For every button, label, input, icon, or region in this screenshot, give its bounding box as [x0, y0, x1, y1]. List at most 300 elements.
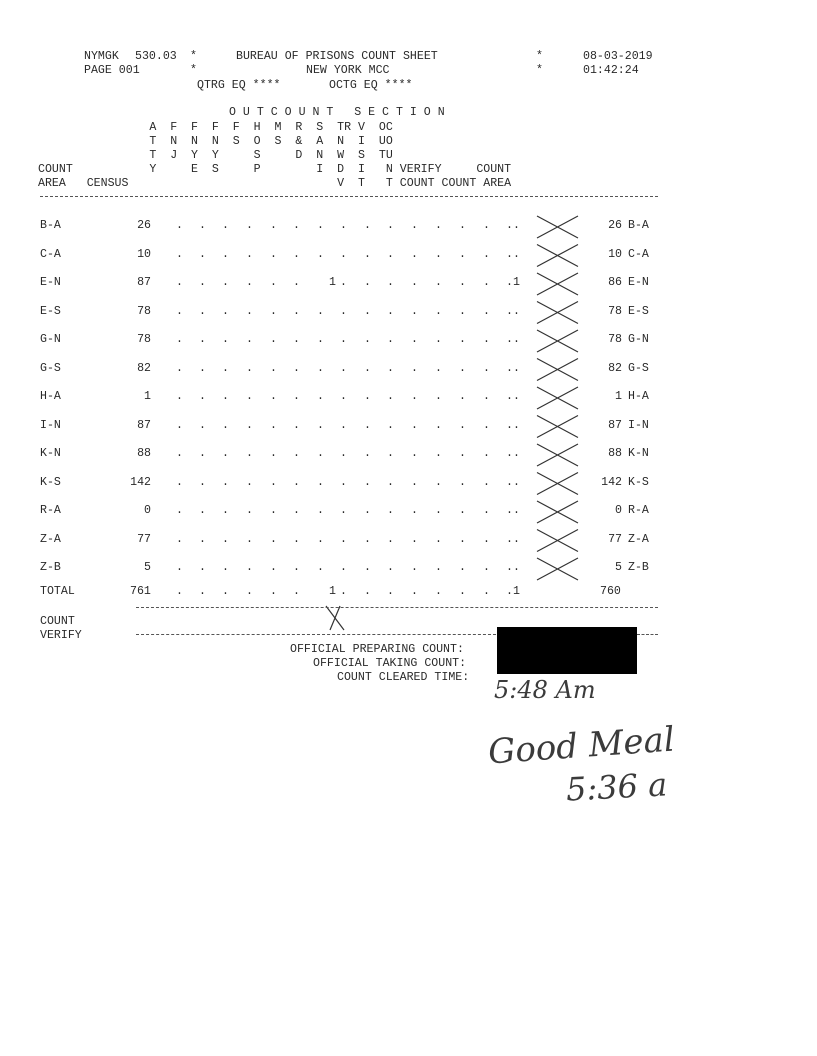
empty-cell-dot: . — [459, 504, 466, 517]
empty-cell-dot: . — [506, 390, 513, 403]
qtrg-equation: QTRG EQ **** — [197, 79, 281, 92]
empty-cell-dot: . — [293, 533, 300, 546]
empty-cell-dot: . — [387, 390, 394, 403]
empty-cell-dot: . — [246, 476, 253, 489]
verify-x-mark — [537, 444, 578, 466]
empty-cell-dot: . — [199, 533, 206, 546]
empty-cell-dot: . — [270, 561, 277, 574]
row-oc: . — [513, 248, 520, 261]
empty-cell-dot: . — [387, 447, 394, 460]
empty-cell-dot: . — [340, 305, 347, 318]
empty-cell-dot: . — [317, 419, 324, 432]
empty-cell-dot: . — [483, 390, 490, 403]
empty-cell-dot: . — [270, 419, 277, 432]
empty-cell-dot: . — [222, 362, 229, 375]
empty-cell-dot: . — [483, 333, 490, 346]
verify-x-mark — [537, 216, 578, 238]
empty-cell-dot: . — [411, 276, 418, 289]
row-oc: . — [513, 305, 520, 318]
empty-cell-dot: . — [506, 219, 513, 232]
row-area: E-S — [40, 305, 61, 318]
empty-cell-dot: . — [459, 362, 466, 375]
verify-x-mark — [537, 245, 578, 267]
empty-cell-dot: . — [435, 476, 442, 489]
empty-cell-dot: . — [435, 447, 442, 460]
row-census: 87 — [137, 276, 151, 289]
official-preparing-label: OFFICIAL PREPARING COUNT: — [290, 643, 464, 656]
empty-cell-dot: . — [317, 362, 324, 375]
empty-cell-dot: . — [270, 362, 277, 375]
empty-cell-dot: . — [176, 419, 183, 432]
header-star: * — [190, 64, 197, 77]
row-oc: . — [513, 390, 520, 403]
empty-cell-dot: . — [340, 219, 347, 232]
octg-equation: OCTG EQ **** — [329, 79, 413, 92]
handwritten-cleared-time: 5:48 Am — [494, 676, 596, 704]
empty-cell-dot: . — [387, 248, 394, 261]
empty-cell-dot: . — [387, 305, 394, 318]
row-area: K-N — [40, 447, 61, 460]
empty-cell-dot: . — [364, 219, 371, 232]
empty-cell-dot: . — [411, 561, 418, 574]
empty-cell-dot: . — [364, 476, 371, 489]
empty-cell-dot: . — [293, 561, 300, 574]
empty-cell-dot: . — [411, 248, 418, 261]
empty-cell-dot: . — [340, 362, 347, 375]
empty-cell-dot: . — [459, 561, 466, 574]
row-count: 86 — [608, 276, 622, 289]
empty-cell-dot: . — [293, 248, 300, 261]
handwritten-note-time: 5:36 a — [565, 765, 669, 809]
row-count-area: I-N — [628, 419, 649, 432]
empty-cell-dot: . — [435, 561, 442, 574]
row-oc: . — [513, 219, 520, 232]
empty-cell-dot: . — [293, 476, 300, 489]
row-census: 142 — [130, 476, 151, 489]
empty-cell-dot: . — [222, 305, 229, 318]
row-count: 77 — [608, 533, 622, 546]
row-count: 78 — [608, 333, 622, 346]
verify-x-mark — [537, 416, 578, 438]
facility-name: NEW YORK MCC — [306, 64, 390, 77]
empty-cell-dot: . — [293, 219, 300, 232]
empty-cell-dot: . — [246, 419, 253, 432]
empty-cell-dot: . — [246, 276, 253, 289]
empty-cell-dot: . — [506, 419, 513, 432]
row-count: 87 — [608, 419, 622, 432]
empty-cell-dot: . — [222, 419, 229, 432]
empty-cell-dot: . — [317, 476, 324, 489]
row-count-area: K-S — [628, 476, 649, 489]
empty-cell-dot: . — [222, 476, 229, 489]
empty-cell-dot: . — [199, 362, 206, 375]
empty-cell-dot: . — [270, 533, 277, 546]
empty-cell-dot: . — [176, 476, 183, 489]
empty-cell-dot: . — [364, 585, 371, 598]
empty-cell-dot: . — [483, 561, 490, 574]
empty-cell-dot: . — [364, 533, 371, 546]
empty-cell-dot: . — [199, 419, 206, 432]
empty-cell-dot: . — [293, 447, 300, 460]
empty-cell-dot: . — [222, 390, 229, 403]
total-oc: 1 — [513, 585, 520, 598]
column-header-line: COUNT Y E S P I D I N VERIFY COUNT — [38, 163, 512, 176]
empty-cell-dot: . — [270, 476, 277, 489]
row-count: 0 — [615, 504, 622, 517]
empty-cell-dot: . — [176, 390, 183, 403]
empty-cell-dot: . — [317, 248, 324, 261]
empty-cell-dot: . — [506, 362, 513, 375]
count-cleared-label: COUNT CLEARED TIME: — [337, 671, 470, 684]
row-oc: . — [513, 447, 520, 460]
row-count: 1 — [615, 390, 622, 403]
row-area: E-N — [40, 276, 61, 289]
empty-cell-dot: . — [293, 305, 300, 318]
empty-cell-dot: . — [411, 504, 418, 517]
empty-cell-dot: . — [293, 276, 300, 289]
total-hosp: 1 — [329, 585, 336, 598]
empty-cell-dot: . — [459, 276, 466, 289]
empty-cell-dot: . — [176, 447, 183, 460]
verify-x-mark — [537, 302, 578, 324]
total-count: 760 — [600, 585, 621, 598]
row-area: B-A — [40, 219, 61, 232]
empty-cell-dot: . — [435, 333, 442, 346]
empty-cell-dot: . — [506, 504, 513, 517]
empty-cell-dot: . — [459, 248, 466, 261]
empty-cell-dot: . — [176, 276, 183, 289]
empty-cell-dot: . — [340, 476, 347, 489]
redaction-box — [497, 627, 637, 674]
empty-cell-dot: . — [340, 248, 347, 261]
empty-cell-dot: . — [435, 390, 442, 403]
row-hosp-count: 1 — [329, 276, 336, 289]
verify-line-end — [637, 634, 658, 635]
empty-cell-dot: . — [506, 533, 513, 546]
empty-cell-dot: . — [506, 276, 513, 289]
row-census: 88 — [137, 447, 151, 460]
empty-cell-dot: . — [435, 419, 442, 432]
row-area: G-N — [40, 333, 61, 346]
empty-cell-dot: . — [222, 447, 229, 460]
row-count: 82 — [608, 362, 622, 375]
row-oc: 1 — [513, 276, 520, 289]
empty-cell-dot: . — [435, 305, 442, 318]
empty-cell-dot: . — [317, 447, 324, 460]
row-census: 1 — [144, 390, 151, 403]
empty-cell-dot: . — [483, 585, 490, 598]
row-count-area: E-S — [628, 305, 649, 318]
empty-cell-dot: . — [435, 504, 442, 517]
empty-cell-dot: . — [483, 276, 490, 289]
empty-cell-dot: . — [317, 305, 324, 318]
empty-cell-dot: . — [340, 533, 347, 546]
official-taking-label: OFFICIAL TAKING COUNT: — [313, 657, 467, 670]
outcount-section-title: O U T C O U N T S E C T I O N — [229, 106, 445, 119]
empty-cell-dot: . — [483, 219, 490, 232]
row-census: 77 — [137, 533, 151, 546]
verify-x-mark — [537, 473, 578, 495]
empty-cell-dot: . — [246, 390, 253, 403]
empty-cell-dot: . — [411, 333, 418, 346]
report-time: 01:42:24 — [583, 64, 639, 77]
report-title: BUREAU OF PRISONS COUNT SHEET — [236, 50, 438, 63]
empty-cell-dot: . — [246, 504, 253, 517]
total-divider — [136, 607, 658, 608]
row-count: 88 — [608, 447, 622, 460]
empty-cell-dot: . — [176, 362, 183, 375]
row-oc: . — [513, 419, 520, 432]
empty-cell-dot: . — [317, 561, 324, 574]
empty-cell-dot: . — [176, 561, 183, 574]
empty-cell-dot: . — [246, 219, 253, 232]
empty-cell-dot: . — [506, 333, 513, 346]
verify-x-mark — [537, 387, 578, 409]
total-label: TOTAL — [40, 585, 75, 598]
empty-cell-dot: . — [483, 305, 490, 318]
empty-cell-dot: . — [506, 447, 513, 460]
empty-cell-dot: . — [435, 533, 442, 546]
row-oc: . — [513, 504, 520, 517]
row-oc: . — [513, 362, 520, 375]
empty-cell-dot: . — [199, 305, 206, 318]
empty-cell-dot: . — [176, 533, 183, 546]
verify-line — [136, 634, 496, 635]
verify-x-mark — [537, 330, 578, 352]
empty-cell-dot: . — [176, 219, 183, 232]
empty-cell-dot: . — [506, 585, 513, 598]
empty-cell-dot: . — [293, 362, 300, 375]
empty-cell-dot: . — [364, 276, 371, 289]
empty-cell-dot: . — [387, 419, 394, 432]
empty-cell-dot: . — [506, 305, 513, 318]
empty-cell-dot: . — [246, 248, 253, 261]
empty-cell-dot: . — [364, 305, 371, 318]
empty-cell-dot: . — [364, 390, 371, 403]
empty-cell-dot: . — [411, 305, 418, 318]
report-code: 530.03 — [135, 50, 177, 63]
empty-cell-dot: . — [340, 333, 347, 346]
empty-cell-dot: . — [199, 390, 206, 403]
empty-cell-dot: . — [176, 248, 183, 261]
empty-cell-dot: . — [483, 476, 490, 489]
empty-cell-dot: . — [199, 585, 206, 598]
empty-cell-dot: . — [176, 333, 183, 346]
empty-cell-dot: . — [340, 390, 347, 403]
empty-cell-dot: . — [411, 219, 418, 232]
empty-cell-dot: . — [270, 248, 277, 261]
row-count: 142 — [601, 476, 622, 489]
empty-cell-dot: . — [317, 219, 324, 232]
empty-cell-dot: . — [199, 447, 206, 460]
empty-cell-dot: . — [459, 419, 466, 432]
empty-cell-dot: . — [317, 533, 324, 546]
empty-cell-dot: . — [246, 333, 253, 346]
empty-cell-dot: . — [506, 476, 513, 489]
row-area: I-N — [40, 419, 61, 432]
row-count-area: G-N — [628, 333, 649, 346]
row-count: 10 — [608, 248, 622, 261]
empty-cell-dot: . — [411, 447, 418, 460]
row-count-area: B-A — [628, 219, 649, 232]
total-census: 761 — [130, 585, 151, 598]
empty-cell-dot: . — [246, 585, 253, 598]
empty-cell-dot: . — [364, 504, 371, 517]
empty-cell-dot: . — [435, 276, 442, 289]
verify-x-mark — [537, 359, 578, 381]
row-area: H-A — [40, 390, 61, 403]
empty-cell-dot: . — [483, 504, 490, 517]
row-count-area: H-A — [628, 390, 649, 403]
empty-cell-dot: . — [176, 504, 183, 517]
row-count-area: R-A — [628, 504, 649, 517]
header-star: * — [190, 50, 197, 63]
empty-cell-dot: . — [387, 585, 394, 598]
empty-cell-dot: . — [199, 476, 206, 489]
row-oc: . — [513, 561, 520, 574]
row-census: 0 — [144, 504, 151, 517]
row-oc: . — [513, 333, 520, 346]
empty-cell-dot: . — [270, 305, 277, 318]
empty-cell-dot: . — [387, 504, 394, 517]
empty-cell-dot: . — [246, 561, 253, 574]
empty-cell-dot: . — [364, 561, 371, 574]
empty-cell-dot: . — [246, 362, 253, 375]
empty-cell-dot: . — [222, 219, 229, 232]
empty-cell-dot: . — [506, 248, 513, 261]
empty-cell-dot: . — [506, 561, 513, 574]
row-count: 5 — [615, 561, 622, 574]
row-census: 26 — [137, 219, 151, 232]
empty-cell-dot: . — [387, 476, 394, 489]
row-area: C-A — [40, 248, 61, 261]
page-number: PAGE 001 — [84, 64, 140, 77]
empty-cell-dot: . — [459, 390, 466, 403]
empty-cell-dot: . — [293, 419, 300, 432]
empty-cell-dot: . — [246, 533, 253, 546]
empty-cell-dot: . — [435, 248, 442, 261]
empty-cell-dot: . — [459, 305, 466, 318]
empty-cell-dot: . — [293, 504, 300, 517]
empty-cell-dot: . — [176, 585, 183, 598]
verify-label: VERIFY — [40, 629, 82, 642]
empty-cell-dot: . — [270, 585, 277, 598]
verify-x-mark — [537, 530, 578, 552]
row-count-area: E-N — [628, 276, 649, 289]
empty-cell-dot: . — [293, 333, 300, 346]
empty-cell-dot: . — [364, 419, 371, 432]
empty-cell-dot: . — [222, 504, 229, 517]
empty-cell-dot: . — [340, 585, 347, 598]
empty-cell-dot: . — [411, 585, 418, 598]
row-area: R-A — [40, 504, 61, 517]
empty-cell-dot: . — [459, 447, 466, 460]
empty-cell-dot: . — [483, 362, 490, 375]
column-header-line: A F F F F H M R S TR V OC — [38, 121, 393, 134]
empty-cell-dot: . — [411, 419, 418, 432]
empty-cell-dot: . — [199, 504, 206, 517]
count-verify-x-mark — [326, 606, 344, 630]
empty-cell-dot: . — [270, 390, 277, 403]
empty-cell-dot: . — [364, 248, 371, 261]
empty-cell-dot: . — [387, 276, 394, 289]
empty-cell-dot: . — [340, 419, 347, 432]
row-count-area: K-N — [628, 447, 649, 460]
empty-cell-dot: . — [483, 533, 490, 546]
row-area: K-S — [40, 476, 61, 489]
empty-cell-dot: . — [387, 333, 394, 346]
row-census: 78 — [137, 305, 151, 318]
empty-cell-dot: . — [459, 219, 466, 232]
empty-cell-dot: . — [340, 276, 347, 289]
empty-cell-dot: . — [222, 585, 229, 598]
empty-cell-dot: . — [435, 219, 442, 232]
empty-cell-dot: . — [293, 585, 300, 598]
empty-cell-dot: . — [270, 276, 277, 289]
verify-x-mark — [537, 501, 578, 523]
empty-cell-dot: . — [387, 561, 394, 574]
empty-cell-dot: . — [387, 362, 394, 375]
row-count: 26 — [608, 219, 622, 232]
verify-x-mark — [537, 558, 578, 580]
empty-cell-dot: . — [364, 333, 371, 346]
empty-cell-dot: . — [340, 561, 347, 574]
row-census: 78 — [137, 333, 151, 346]
row-area: Z-A — [40, 533, 61, 546]
empty-cell-dot: . — [411, 476, 418, 489]
header-star-right: * — [536, 50, 543, 63]
row-census: 5 — [144, 561, 151, 574]
empty-cell-dot: . — [176, 305, 183, 318]
empty-cell-dot: . — [317, 504, 324, 517]
row-count-area: Z-B — [628, 561, 649, 574]
row-count-area: G-S — [628, 362, 649, 375]
row-oc: . — [513, 476, 520, 489]
empty-cell-dot: . — [411, 533, 418, 546]
empty-cell-dot: . — [270, 504, 277, 517]
empty-cell-dot: . — [459, 585, 466, 598]
empty-cell-dot: . — [270, 219, 277, 232]
empty-cell-dot: . — [387, 533, 394, 546]
empty-cell-dot: . — [435, 362, 442, 375]
empty-cell-dot: . — [340, 504, 347, 517]
empty-cell-dot: . — [222, 533, 229, 546]
empty-cell-dot: . — [199, 561, 206, 574]
empty-cell-dot: . — [246, 305, 253, 318]
system-id: NYMGK — [84, 50, 119, 63]
empty-cell-dot: . — [459, 476, 466, 489]
empty-cell-dot: . — [222, 276, 229, 289]
empty-cell-dot: . — [222, 333, 229, 346]
empty-cell-dot: . — [459, 333, 466, 346]
empty-cell-dot: . — [483, 248, 490, 261]
empty-cell-dot: . — [317, 390, 324, 403]
column-header-line: T J Y Y S D N W S TU — [38, 149, 393, 162]
verify-x-mark — [537, 273, 578, 295]
row-count-area: Z-A — [628, 533, 649, 546]
empty-cell-dot: . — [199, 333, 206, 346]
row-count: 78 — [608, 305, 622, 318]
row-census: 87 — [137, 419, 151, 432]
empty-cell-dot: . — [317, 333, 324, 346]
empty-cell-dot: . — [270, 333, 277, 346]
empty-cell-dot: . — [199, 276, 206, 289]
row-census: 82 — [137, 362, 151, 375]
count-label: COUNT — [40, 615, 75, 628]
empty-cell-dot: . — [364, 447, 371, 460]
empty-cell-dot: . — [340, 447, 347, 460]
empty-cell-dot: . — [459, 533, 466, 546]
